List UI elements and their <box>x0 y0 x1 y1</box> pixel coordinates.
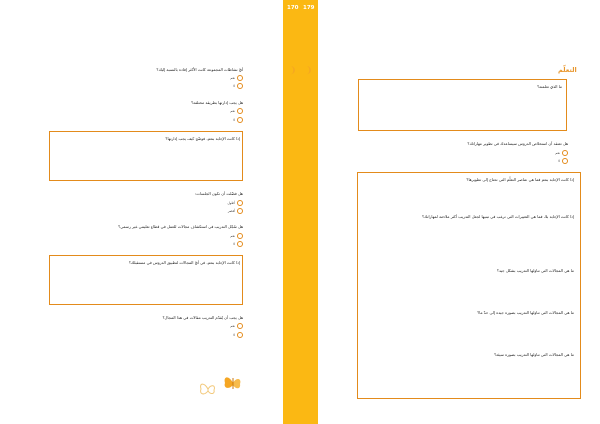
book-spine <box>283 0 318 424</box>
box-question-2: إذا كانت الإجابة بلا، فما هي التغييرات التي ترغب في تبنيها لجعل التدريب أكثر ملاءمة لمهاراتك؟ <box>422 214 574 219</box>
radio-button[interactable] <box>237 117 243 123</box>
option-yes[interactable]: نعم <box>230 108 243 114</box>
radio-button[interactable] <box>237 83 243 89</box>
option-yes[interactable]: نعم <box>230 323 243 329</box>
radio-button[interactable] <box>562 150 568 156</box>
option-no[interactable]: لا <box>233 83 243 89</box>
option-yes[interactable]: نعم <box>230 75 243 81</box>
option-yes[interactable]: نعم <box>555 150 568 156</box>
radio-button[interactable] <box>237 233 243 239</box>
radio-button[interactable] <box>237 200 243 206</box>
box-question-manage: إذا كانت الإجابة بنعم، فوضّح كيف يجب إدارتها؟ <box>165 136 240 141</box>
swirl-icon: ❩ <box>305 66 313 76</box>
radio-button[interactable] <box>562 158 568 164</box>
option-no[interactable]: لا <box>233 241 243 247</box>
option-no[interactable]: لا <box>558 158 568 164</box>
box-question-1: إذا كانت الإجابة بنعم فما هي عناصر التعلّم التي تحتاج إلى تطويرها؟ <box>466 177 574 182</box>
question-learned: ما الذي تعلمته؟ <box>537 84 562 89</box>
option-shorter[interactable]: أقصر <box>228 208 243 214</box>
swirl-icon: ❩ <box>289 66 297 76</box>
page-number-right: 179 <box>303 5 315 11</box>
radio-button[interactable] <box>237 108 243 114</box>
option-longer[interactable]: أطول <box>227 200 243 206</box>
option-no[interactable]: لا <box>233 332 243 338</box>
box-question-4: ما هي المجالات التي تناولها التدريب بصورة جيدة إلى حدّ ما؟ <box>477 310 574 315</box>
box-question-3: ما هي المجالات التي تناولها التدريب بشكل جيد؟ <box>496 268 574 273</box>
box-question-apply: إذا كانت الإجابة بنعم، في أيّ المجالات لتطبيق الدروس في مستقبلك؟ <box>128 260 240 265</box>
butterfly-icon <box>222 373 244 393</box>
question-manage: هل يجب إدارتها بطريقة مختلفة؟ <box>191 100 243 105</box>
option-yes[interactable]: نعم <box>230 233 243 239</box>
radio-button[interactable] <box>237 75 243 81</box>
option-no[interactable]: لا <box>233 117 243 123</box>
radio-button[interactable] <box>237 241 243 247</box>
question-sessions: هل فضّلت أن تكون الجلسات: <box>194 191 243 196</box>
question-articles: هل يجب أن يُقدّم التدريب مقالات في هذا المجال؟ <box>162 315 243 320</box>
question-skills: هل تعتقد أن استخلاص الدروس سيساعدك في تطوير مهاراتك؟ <box>467 141 568 146</box>
page-number-left: 170 <box>287 5 299 11</box>
butterfly-icon <box>198 380 218 398</box>
radio-button[interactable] <box>237 332 243 338</box>
box-question-5: ما هي المجالات التي تناولها التدريب بصورة سيئة؟ <box>494 352 574 357</box>
answer-box-large[interactable] <box>357 172 581 399</box>
question-explore: هل سُجّل التدريب في استكشاف مجالات للعمل في قطاع تعليمي غير رسمي؟ <box>118 224 243 229</box>
radio-button[interactable] <box>237 323 243 329</box>
question-activities: أيّ نشاطات المجموعة كانت الأكثر إفادة بالنسبة إليك؟ <box>156 67 243 72</box>
radio-button[interactable] <box>237 208 243 214</box>
answer-box-learned[interactable] <box>358 79 567 131</box>
section-title: التعلّم <box>558 66 577 74</box>
